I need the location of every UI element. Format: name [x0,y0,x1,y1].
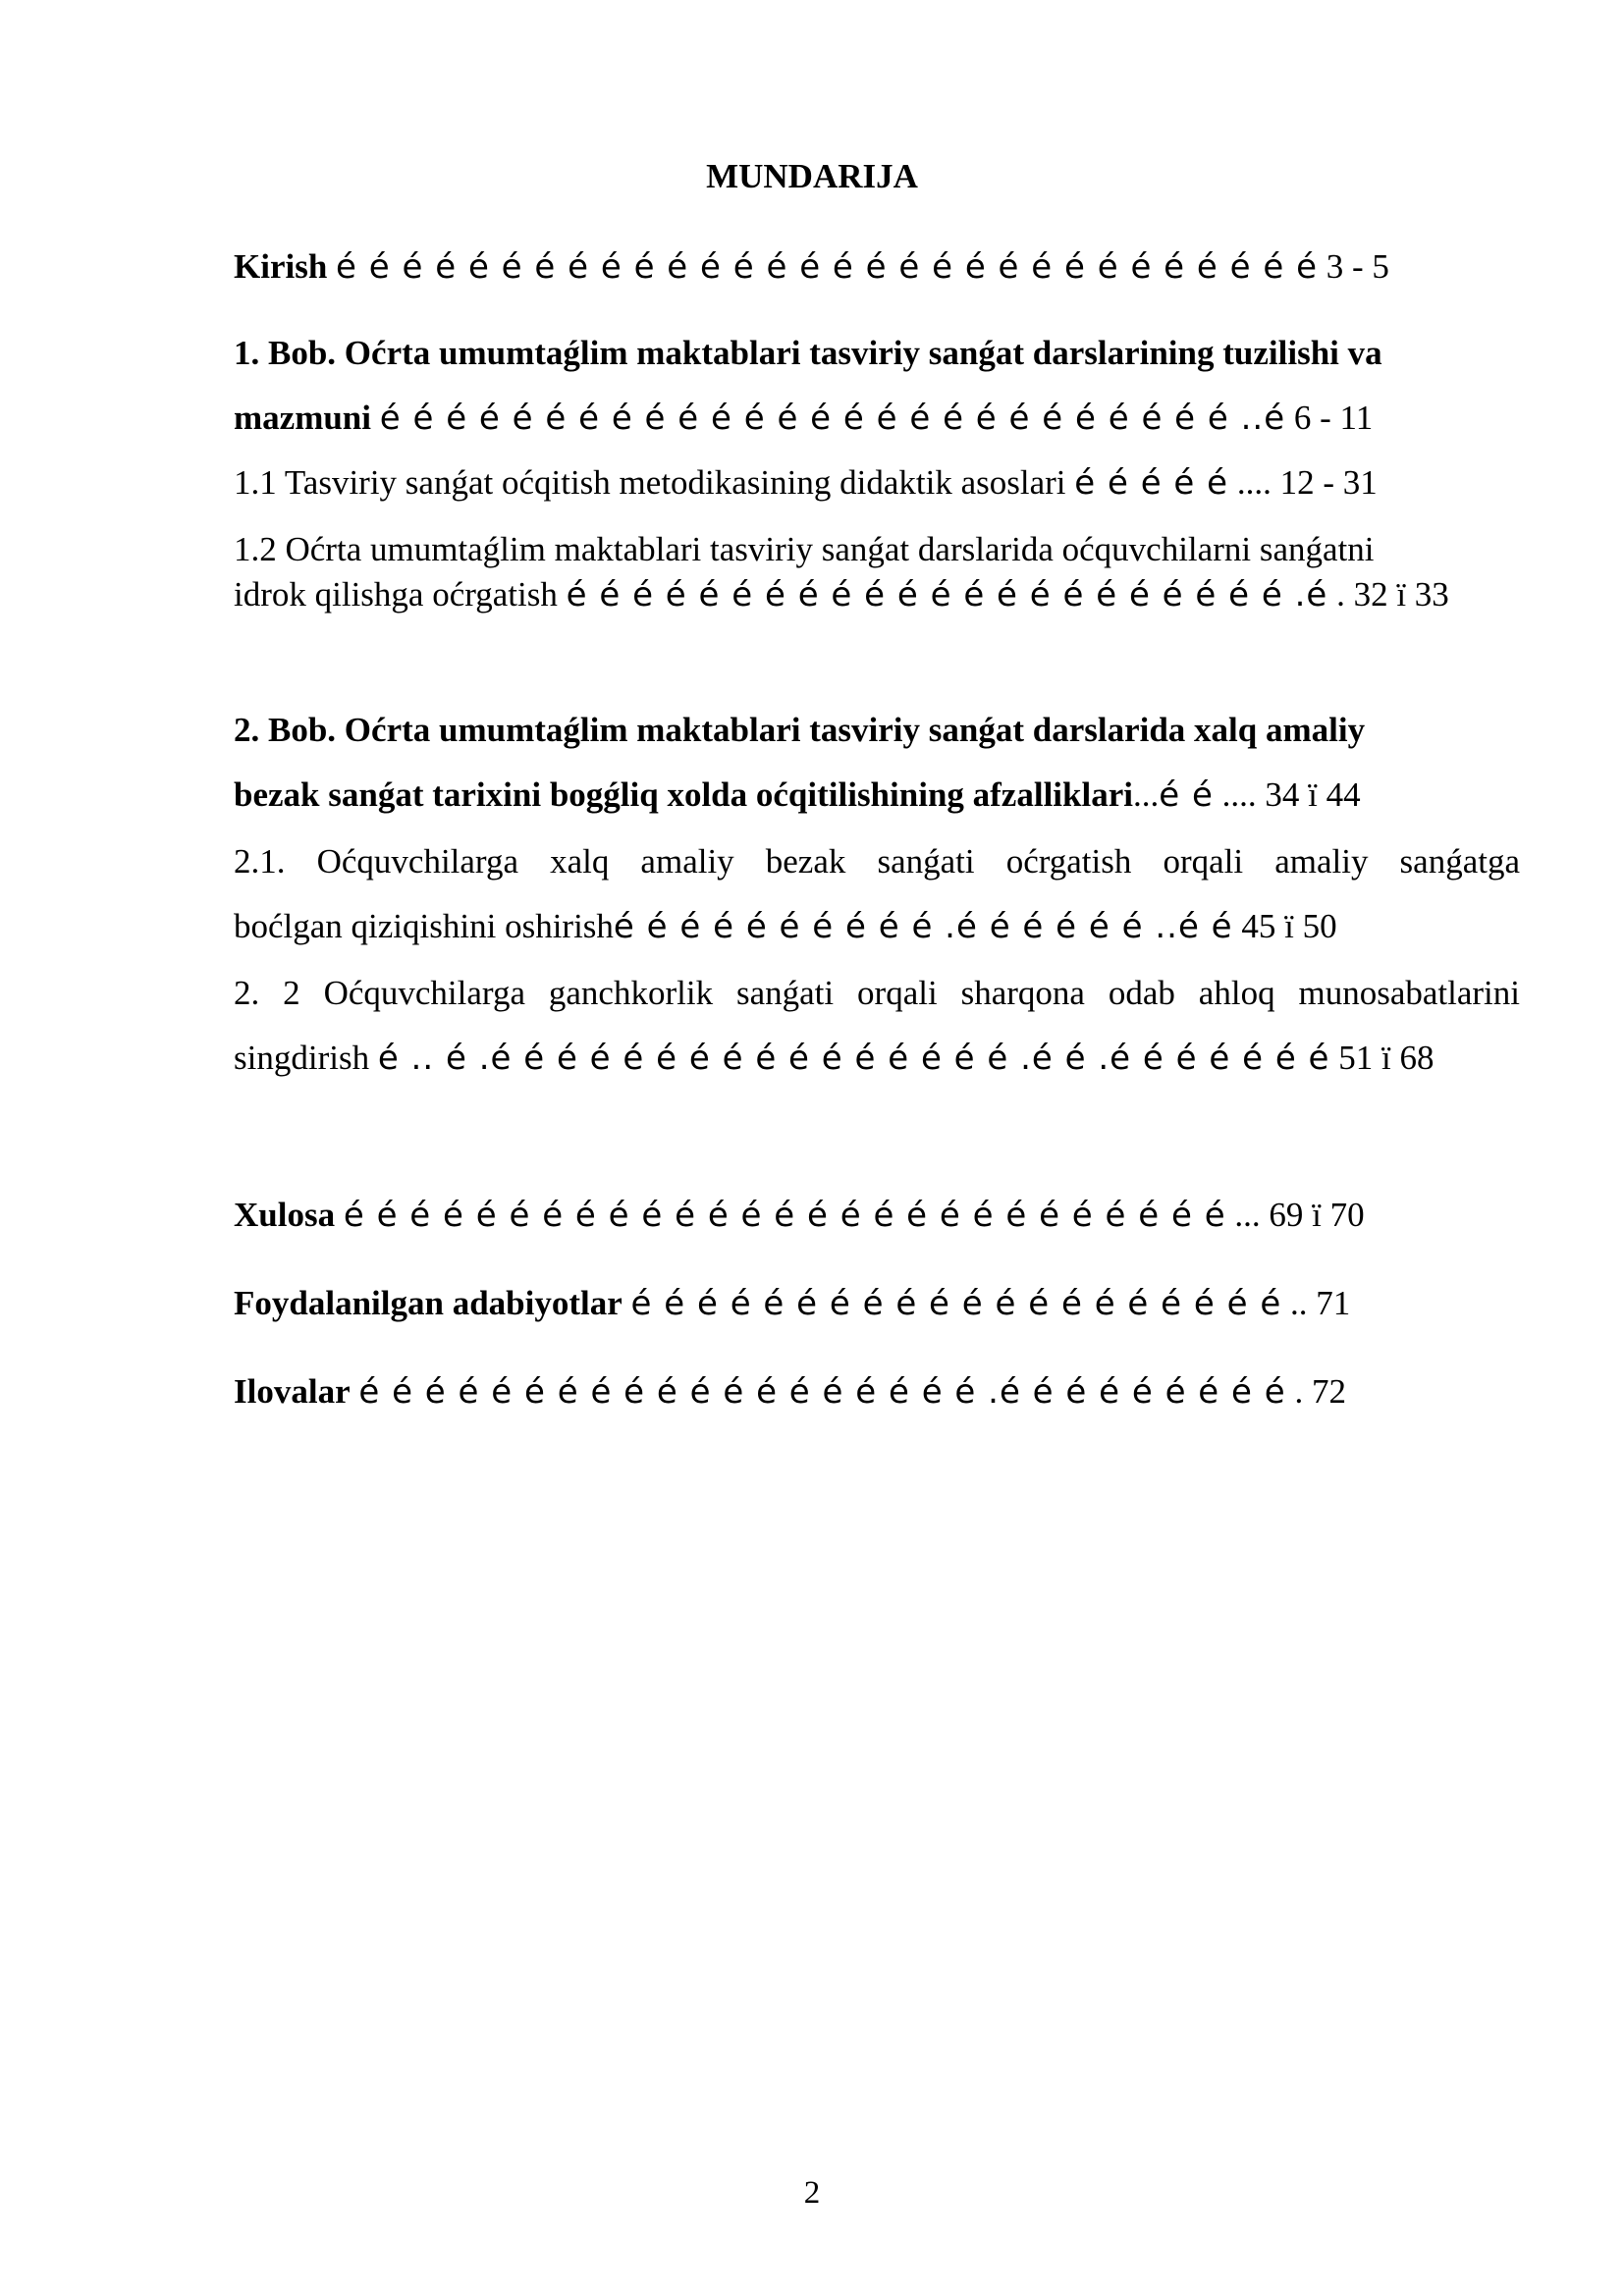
page-title: MUNDARIJA [706,157,918,195]
toc-entry-section-1-2-line-2 [234,573,1520,616]
toc-page-range: . 72 [1294,1372,1346,1411]
toc-entry-title: bezak sanǵat tarixini bogǵliq xolda oćqitilishining afzalliklari [234,775,1133,814]
toc-page-range: .. 71 [1290,1284,1351,1322]
toc-page-range: 45 ï 50 [1232,907,1337,945]
toc-entry-section-2-2-line-1: 2. 2 Oćquvchilarga ganchkorlik sanǵati orqali sharqona odab ahloq munosabatlarini [234,974,1520,1012]
toc-entry-chapter-2-line-2 [234,774,1520,817]
dot-leader: é é é é é é é é é é é é é é é é é é é é é é é é é é ..é [379,399,1286,438]
toc-entry-section-1-2-line-1: 1.2 Oćrta umumtaǵlim maktablari tasviriy sanǵat darslarida oćquvchilarni sanǵatni [234,530,1375,568]
dot-leader: é é é é é é é é é é .é é é é é é ..é é [613,907,1233,946]
toc-entry-title: Xulosa [234,1196,336,1234]
toc-entry-chapter-1-line-1: 1. Bob. Oćrta umumtaǵlim maktablari tasviriy sanǵat darslarining tuzilishi va [234,334,1382,372]
toc-page-range: 3 - 5 [1318,247,1389,286]
toc-entry-title: Foydalanilgan adabiyotlar [234,1284,623,1322]
toc-entry-title: 1.1 Tasviriy sanǵat oćqitish metodikasining didaktik asoslari [234,463,1066,502]
page-number: 2 [803,2175,821,2211]
toc-entry-kirish [234,245,1520,289]
toc-entry-chapter-1-line-2 [234,397,1520,440]
toc-page-range: 6 - 11 [1285,399,1374,437]
toc-entry-section-1-1 [234,461,1520,505]
dot-leader: é é é é é é é é é é é é é é é é é é é .é é é é é é é é é [358,1372,1286,1412]
toc-page-range: 51 ï 68 [1329,1039,1435,1077]
toc-page-range: . 32 ï 33 [1336,575,1449,614]
toc-entry-title: Ilovalar [234,1372,351,1411]
toc-entry-title: singdirish [234,1039,370,1077]
toc-entry-ilovalar [234,1370,1520,1414]
dot-leader: é .. é .é é é é é é é é é é é é é é é é .é é .é é é é é é é [377,1039,1330,1078]
dot-leader: é é é é é é é é é é é é é é é é é é é é é é é é é é é é é é [336,247,1319,287]
dot-leader: é é é é é [1074,463,1229,503]
toc-page-range: .... 12 - 31 [1236,463,1378,502]
toc-page-range: ... 69 ï 70 [1234,1196,1365,1234]
toc-entry-title: boćlgan qiziqishini oshirish [234,907,614,945]
toc-dots: ... [1132,775,1160,814]
toc-entry-section-2-2-line-2 [234,1037,1520,1080]
dot-leader: é é é é é é é é é é é é é é é é é é é é [630,1284,1282,1323]
toc-entry-title: mazmuni [234,399,371,437]
toc-entry-section-2-1-line-2 [234,905,1520,948]
toc-page-range: .... 34 ï 44 [1221,775,1361,814]
dot-leader: é é é é é é é é é é é é é é é é é é é é é é .é [566,575,1328,614]
toc-entry-chapter-2-line-1: 2. Bob. Oćrta umumtaǵlim maktablari tasviriy sanǵat darslarida xalq amaliy [234,711,1366,749]
toc-entry-title: idrok qilishga oćrgatish [234,575,558,614]
dot-leader: é é é é é é é é é é é é é é é é é é é é é é é é é é é [343,1196,1226,1235]
dot-leader: é é [1159,775,1214,815]
toc-entry-title: Kirish [234,247,328,286]
toc-entry-adabiyotlar [234,1282,1520,1325]
toc-entry-section-2-1-line-1: 2.1. Oćquvchilarga xalq amaliy bezak sanǵati oćrgatish orqali amaliy sanǵatga [234,842,1520,881]
toc-entry-xulosa [234,1194,1520,1237]
